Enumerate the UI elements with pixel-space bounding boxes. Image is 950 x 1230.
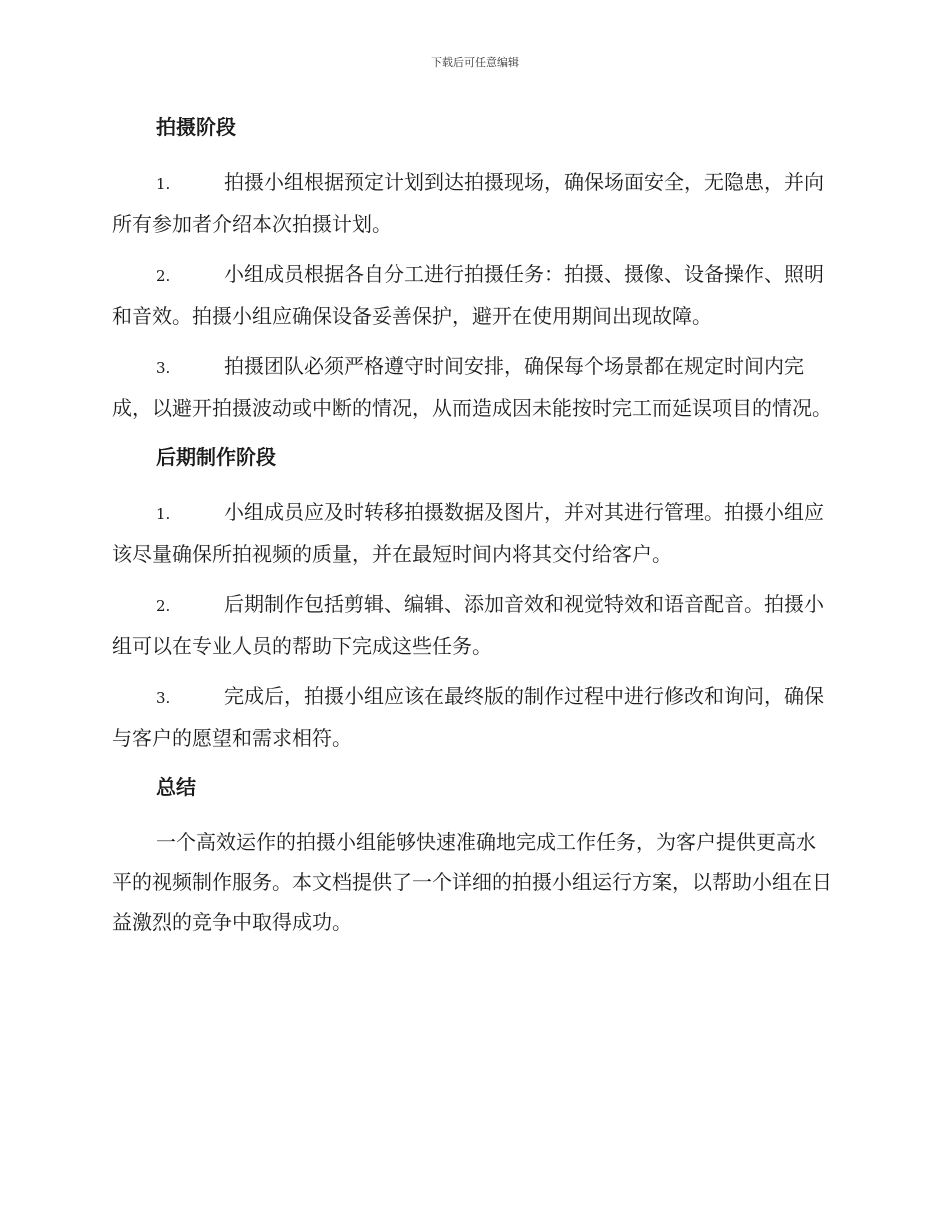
list-text: 拍摄小组根据预定计划到达拍摄现场，确保场面安全，无隐患，并向所有参加者介绍本次拍摄计划。 [112,170,824,236]
list-number: 1. [156,175,171,193]
list-text: 后期制作包括剪辑、编辑、添加音效和视觉特效和语音配音。拍摄小组可以在专业人员的帮助下完成这些任务。 [112,592,824,658]
list-text: 小组成员根据各自分工进行拍摄任务：拍摄、摄像、设备操作、照明和音效。拍摄小组应确保设备妥善保护，避开在使用期间出现故障。 [112,262,824,328]
list-item [112,346,832,428]
list-number: 3. [156,359,171,377]
section-shooting [112,108,832,428]
list-text: 小组成员应及时转移拍摄数据及图片，并对其进行管理。拍摄小组应该尽量确保所拍视频的质量，并在最短时间内将其交付给客户。 [112,500,824,566]
page-header-note: 下载后可任意编辑 [431,56,519,69]
section-heading: 后期制作阶段 [156,445,276,469]
list-text: 拍摄团队必须严格遵守时间安排，确保每个场景都在规定时间内完成，以避开拍摄波动或中断的情况，从而造成因未能按时完工而延误项目的情况。 [112,354,832,420]
summary-paragraph: 一个高效运作的拍摄小组能够快速准确地完成工作任务，为客户提供更高水平的视频制作服务。本文档提供了一个详细的拍摄小组运行方案，以帮助小组在日益激烈的竞争中取得成功。 [112,830,832,934]
list-item [112,162,832,244]
list-number: 3. [156,689,171,707]
section-heading: 拍摄阶段 [156,115,236,139]
list-item [112,492,832,574]
section-summary [112,768,832,942]
list-number: 2. [156,267,171,285]
list-text: 完成后，拍摄小组应该在最终版的制作过程中进行修改和询问，确保与客户的愿望和需求相符。 [112,684,824,750]
list-item [112,584,832,666]
section-heading: 总结 [156,775,196,799]
list-item [112,676,832,758]
list-item [112,254,832,336]
document-body [112,108,832,948]
list-number: 1. [156,505,171,523]
section-post-production [112,438,832,758]
list-number: 2. [156,597,171,615]
